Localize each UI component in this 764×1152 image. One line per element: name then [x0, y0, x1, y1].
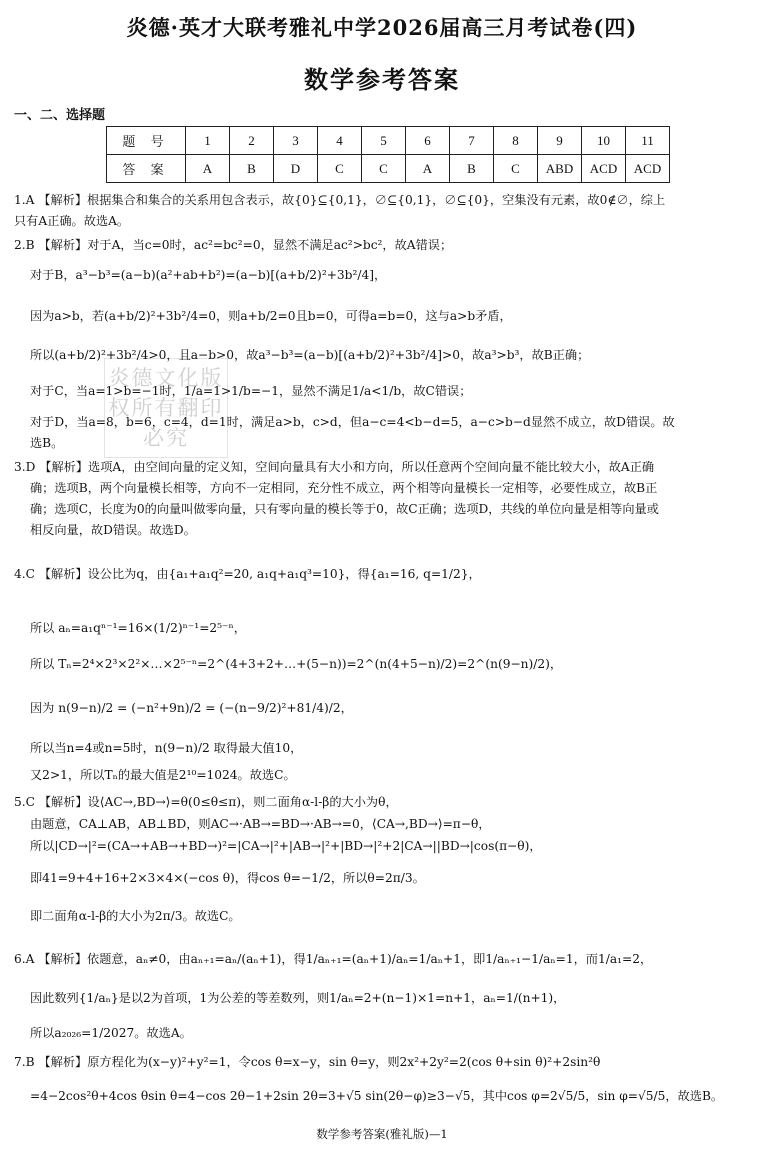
solution-line: 对于B，a³−b³=(a−b)(a²+ab+b²)=(a−b)[(a+b/2)²+3b²/4]， — [30, 268, 387, 282]
solution-line: 相反向量，故D错误。故选D。 — [30, 523, 196, 537]
table-cell: 11 — [626, 127, 670, 155]
answer-table — [106, 126, 670, 183]
watermark: 炎德文化版权所有翻印必究 — [104, 358, 228, 458]
table-cell: ABD — [538, 155, 582, 183]
section-heading: 一、二、选择题 — [14, 108, 106, 123]
solution-line: 对于D，当a=8，b=6，c=4，d=1时，满足a>b，c>d，但a−c=4<b−d=5，a−c>b−d显然不成立，故D错误。故 — [30, 415, 675, 429]
solution-line: 因为 n(9−n)/2 = (−n²+9n)/2 = (−(n−9/2)²+81/4)/2， — [30, 701, 353, 715]
solution-line: 1.A 【解析】根据集合和集合的关系用包含表示，故{0}⊆{0,1}，∅⊆{0,1}，∅⊆{0}，空集没有元素，故0∉∅，综上 — [14, 193, 666, 207]
table-cell: ACD — [626, 155, 670, 183]
solution-line: 2.B 【解析】对于A，当c=0时，ac²=bc²=0，显然不满足ac²>bc²，故A错误； — [14, 238, 453, 252]
solution-line: 所以|CD→|²=(CA→+AB→+BD→)²=|CA→|²+|AB→|²+|BD→|²+2|CA→||BD→|cos(π−θ)， — [30, 839, 542, 853]
solution-line: 6.A 【解析】依题意，aₙ≠0，由aₙ₊₁=aₙ/(aₙ+1)，得1/aₙ₊₁=(aₙ+1)/aₙ=1/aₙ+1，即1/aₙ₊₁−1/aₙ=1，而1/a₁=2， — [14, 952, 653, 966]
solution-line: 因此数列{1/aₙ}是以2为首项，1为公差的等差数列，则1/aₙ=2+(n−1)×1=n+1，aₙ=1/(n+1)， — [30, 991, 566, 1005]
table-row-numbers — [107, 127, 670, 155]
table-cell: 3 — [274, 127, 318, 155]
table-cell: C — [362, 155, 406, 183]
table-cell: ACD — [582, 155, 626, 183]
solution-line: 所以 Tₙ=2⁴×2³×2²×…×2⁵⁻ⁿ=2^(4+3+2+…+(5−n))=2^(n(4+5−n)/2)=2^(n(9−n)/2)， — [30, 657, 563, 671]
solution-line: =4−2cos²θ+4cos θsin θ=4−cos 2θ−1+2sin 2θ=3+√5 sin(2θ−φ)≥3−√5，其中cos φ=2√5/5，sin φ=√5/5，故选B。 — [30, 1089, 724, 1103]
table-cell: 5 — [362, 127, 406, 155]
solution-line: 所以 aₙ=a₁qⁿ⁻¹=16×(1/2)ⁿ⁻¹=2⁵⁻ⁿ， — [30, 621, 246, 635]
solution-line: 4.C 【解析】设公比为q，由{a₁+a₁q²=20, a₁q+a₁q³=10}，得{a₁=16, q=1/2}， — [14, 567, 481, 581]
page-subtitle: 数学参考答案 — [304, 66, 460, 94]
row-label-question-number: 题 号 — [107, 127, 186, 155]
solution-line: 由题意，CA⊥AB，AB⊥BD，则AC→·AB→=BD→·AB→=0，⟨CA→,BD→⟩=π−θ， — [30, 817, 491, 831]
table-cell: D — [274, 155, 318, 183]
table-cell: C — [318, 155, 362, 183]
page-footer: 数学参考答案(雅礼版)—1 — [316, 1127, 448, 1141]
table-cell: 4 — [318, 127, 362, 155]
solution-line: 确；选项C，长度为0的向量叫做零向量，只有零向量的模长等于0，故C正确；选项D，共线的单位向量是相等向量或 — [30, 502, 659, 516]
solution-line: 5.C 【解析】设⟨AC→,BD→⟩=θ(0≤θ≤π)，则二面角α-l-β的大小为θ， — [14, 795, 398, 809]
solution-line: 所以(a+b/2)²+3b²/4>0，且a−b>0，故a³−b³=(a−b)[(a+b/2)²+3b²/4]>0，故a³>b³，故B正确； — [30, 348, 590, 362]
row-label-answer: 答 案 — [107, 155, 186, 183]
table-cell: 7 — [450, 127, 494, 155]
solution-line: 所以当n=4或n=5时，n(9−n)/2 取得最大值10， — [30, 741, 303, 755]
table-cell: C — [494, 155, 538, 183]
page-title: 炎德·英才大联考雅礼中学2026届高三月考试卷(四) — [126, 15, 638, 40]
table-cell: 1 — [186, 127, 230, 155]
table-cell: 10 — [582, 127, 626, 155]
table-cell: A — [406, 155, 450, 183]
solution-line: 7.B 【解析】原方程化为(x−y)²+y²=1，令cos θ=x−y，sin θ=y，则2x²+2y²=2(cos θ+sin θ)²+2sin²θ — [14, 1055, 601, 1069]
table-cell: B — [230, 155, 274, 183]
table-row-answers — [107, 155, 670, 183]
table-cell: B — [450, 155, 494, 183]
solution-line: 只有A正确。故选A。 — [14, 214, 130, 228]
solution-line: 因为a>b，若(a+b/2)²+3b²/4=0，则a+b/2=0且b=0，可得a=b=0，这与a>b矛盾， — [30, 309, 512, 323]
table-cell: 6 — [406, 127, 450, 155]
table-cell: 8 — [494, 127, 538, 155]
solution-line: 所以a₂₀₂₆=1/2027。故选A。 — [30, 1026, 192, 1040]
solution-line: 确；选项B，两个向量模长相等，方向不一定相同，充分性不成立，两个相等向量模长一定相等，必要性成立，故B正 — [30, 481, 658, 495]
solution-line: 即二面角α-l-β的大小为2π/3。故选C。 — [30, 909, 241, 923]
solution-line: 又2>1，所以Tₙ的最大值是2¹⁰=1024。故选C。 — [30, 768, 296, 782]
solution-line: 对于C，当a=1>b=−1时，1/a=1>1/b=−1，显然不满足1/a<1/b，故C错误； — [30, 384, 472, 398]
solution-line: 3.D 【解析】选项A，由空间向量的定义知，空间向量具有大小和方向，所以任意两个空间向量不能比较大小，故A正确 — [14, 460, 655, 474]
table-cell: 2 — [230, 127, 274, 155]
table-cell: A — [186, 155, 230, 183]
solution-line: 选B。 — [30, 436, 64, 450]
table-cell: 9 — [538, 127, 582, 155]
solution-line: 即41=9+4+16+2×3×4×(−cos θ)，得cos θ=−1/2，所以θ=2π/3。 — [30, 871, 425, 885]
